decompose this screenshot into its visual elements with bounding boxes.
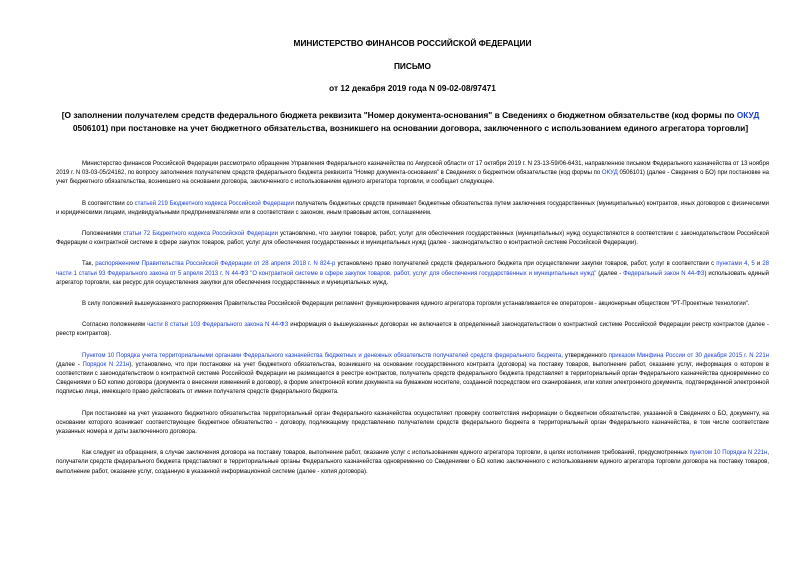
paragraph-text: установлено, что закупки товаров, работ, услуг для обеспечения государственных (муниципальных) нужд осуществляются в соответствии с законодательством Российской Федерации о контрактной системе в сфере закупок товаров, работ, услуг для обеспечения государственных и муниципальных нужд (далее - законодательство о контрактной системе Российской Федерации). <box>56 231 770 247</box>
clause-5-link[interactable]: 5 <box>751 261 755 268</box>
paragraph-8 <box>56 410 769 438</box>
clause-4-link[interactable]: пунктами 4 <box>716 261 748 268</box>
paragraph-9 <box>56 449 769 477</box>
paragraph-text: (далее - <box>56 361 83 368</box>
paragraph-1 <box>56 160 769 188</box>
subject-text: 0506101) при постановке на учет бюджетного обязательства, возникшего на основании договора, заключенного с использованием единого агрегатора торговли] <box>72 122 749 133</box>
paragraph-text: В соответствии со <box>82 200 135 207</box>
paragraph-text: , получатели средств федерального бюджета представляют в территориальные органы Федерального казначейства одновременно со Сведениями о БО копию заключенного с использованием единого агрегатора торговли договора на поставку товаров, выполнение работ, оказание услуг, созданную в указанной информационной системе (далее - копия договора). <box>56 450 769 475</box>
subject-text: [О заполнении получателем средств федерального бюджета реквизита "Номер документа-основания" в Сведениях о бюджетном обязательстве (код формы по <box>61 110 737 120</box>
paragraph-text: информация о вышеуказанных договорах не включается в определенный законодательством о контрактной системе Российской Федерации реестр контрактов (далее - реестр контрактов). <box>56 322 770 338</box>
paragraph-text: При постановке на учет указанного бюджетного обязательства территориальный орган Федерального казначейства осуществляет проверку соответствия информации о бюджетном обязательстве, указанной в Сведениях о БО, документу, на основании которого возникает соответствующее бюджетное обязательство - договору, подлежащему представлению получателем средств федерального бюджета в территориальный орган Федерального казначейства, в том числе соответствие указанных номера и даты заключенного договора. <box>56 410 769 436</box>
paragraph-4 <box>56 260 769 288</box>
budget-code-article-219-link[interactable]: статьей 219 Бюджетного кодекса Российской Федерации <box>134 200 294 207</box>
budget-code-article-72-link[interactable]: статьи 72 Бюджетного кодекса Российской Федерации <box>123 231 278 238</box>
paragraph-2 <box>56 200 769 218</box>
paragraph-7 <box>56 352 769 398</box>
paragraph-5 <box>56 300 769 309</box>
procedure-221n-link[interactable]: Порядок N 221н <box>82 361 130 368</box>
federal-law-44fz-article-103-link[interactable]: части 8 статьи 103 Федерального закона N 44-ФЗ <box>147 322 289 329</box>
paragraph-6 <box>56 321 769 339</box>
paragraph-text: установлено право получателей средств федерального бюджета при осуществлении закупки товаров, работ, услуг в соответствии с <box>335 261 717 268</box>
paragraph-text: ) использовать единый агрегатор торговли, как ресурс для осуществления закупки для обеспечения государственных и муниципальных нужд. <box>56 270 769 286</box>
paragraph-text: Положениями <box>82 231 124 238</box>
paragraph-text: , <box>747 261 752 268</box>
paragraph-text: Как следует из обращения, в случае заключения договора на поставку товаров, выполнение работ, оказание услуг с использованием единого агрегатора торговли, в целях исполнения требований, предусмотренных <box>82 450 690 457</box>
paragraph-text: (далее - <box>596 270 624 277</box>
paragraph-text: и <box>754 261 763 268</box>
paragraph-text: получатель бюджетных средств принимает бюджетные обязательства путем заключения государственных (муниципальных) контрактов, иных договоров с физическими и юридическими лицами, индивидуальными предпринимателями или в соответствии с законом, иным правовым актом, соглашением. <box>56 200 769 216</box>
government-order-824r-link[interactable]: распоряжением Правительства Российской Федерации от 28 апреля 2018 г. N 824-р <box>95 261 336 268</box>
procedure-221n-clause-10-link[interactable]: пунктом 10 Порядка N 221н <box>689 450 768 457</box>
okud-link[interactable]: ОКУД <box>736 110 760 120</box>
paragraph-text: ), установлено, что при постановке на учет бюджетного обязательства, возникшего на основании государственного контракта (договора) на поставку товаров, выполнение работ, оказание услуг, информация о котором в соответствии с законодательством о контрактной системе Российской Федерации не размещается в реестре контрактов, получатель средств федерального бюджета представляет в территориальный орган Федерального казначейства одновременно со Сведениями о БО копию договора (документа о внесении изменений в договор), в форме электронной копии документа на бумажном носителе, созданной посредством его сканирования, или копии электронного документа, подтвержденной электронной подписью лица, имеющего право действовать от имени получателя средств федерального бюджета. <box>56 361 769 396</box>
paragraph-text: , утвержденного <box>561 352 609 359</box>
paragraph-text: Так, <box>82 261 96 268</box>
paragraph-text: В силу положений вышеуказанного распоряжения Правительства Российской Федерации регламент функционирования единого агрегатора торговли устанавливается ее оператором - акционерным обществом "РТ-Проектные технологии". <box>82 301 750 308</box>
paragraph-text: Согласно положениям <box>82 322 147 329</box>
federal-law-44fz-link[interactable]: Федеральный закон N 44-ФЗ <box>623 270 705 277</box>
federal-law-44fz-article-93-link[interactable]: 28 части 1 статьи 93 Федерального закона от 5 апреля 2013 г. N 44-ФЗ "О контрактной системе в сфере закупок товаров, работ, услуг для обеспечения государственных и муниципальных нужд" <box>56 261 770 277</box>
doc-type-heading: ПИСЬМО <box>393 61 432 71</box>
procedure-clause-10-link[interactable]: Пунктом 10 Порядка учета территориальными органами Федерального казначейства бюджетных и денежных обязательств получателей средств федерального бюджета <box>82 352 562 359</box>
date-number-heading: от 12 декабря 2019 года N 09-02-08/97471 <box>329 83 496 93</box>
paragraph-text: 0506101) (далее - Сведения о БО) при постановке на учет бюджетного обязательства, возникшего на основании договора, заключенного с использованием единого агрегатора торговли, и сообщает следующее. <box>56 170 769 186</box>
paragraph-3 <box>56 230 769 248</box>
document-subject <box>52 109 769 134</box>
minfin-order-221n-link[interactable]: приказом Минфина России от 30 декабря 2015 г. N 221н <box>608 352 769 359</box>
okud-link[interactable]: ОКУД <box>601 170 618 177</box>
paragraph-text: Министерство финансов Российской Федерации рассмотрело обращение Управления Федерального казначейства по Амурской области от 17 октября 2019 г. N 23-13-59/06-6431, направленное письмом Федерального казначейства от 13 ноября 2019 г. N 03-03-05/24162, по вопросу заполнения получателем средств федерального бюджета реквизита "Номер документа-основания" в Сведениях о бюджетном обязательстве (код формы по <box>56 161 769 177</box>
ministry-heading: МИНИСТЕРСТВО ФИНАНСОВ РОССИЙСКОЙ ФЕДЕРАЦИИ <box>293 38 532 48</box>
